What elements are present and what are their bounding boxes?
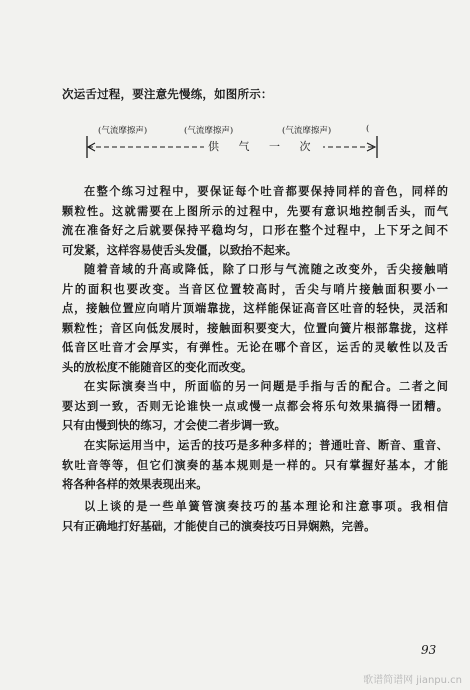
paragraph-3-line-3: 只有由慢到快的练习，才会使二者步调一致。 <box>62 418 286 432</box>
paragraph-3-line-1: 在实际演奏当中，所面临的另一问题是手指与舌的配合。二者之间 <box>84 379 448 393</box>
paragraph-1-line-1: 在整个练习过程中，要保证每个吐音都要保持同样的音色，同样的 <box>84 184 448 198</box>
paragraph-1-line-3: 流在准备好之后就要保持平稳均匀，口形在整个过程中，上下牙之间不 <box>62 223 448 237</box>
breath-diagram <box>84 124 384 164</box>
paragraph-2-line-1: 随着音域的升高或降低，除了口形与气流随之改变外，舌尖接触哨 <box>84 262 448 276</box>
site-watermark: 歌谱简谱网 jianpu.cn <box>363 675 462 686</box>
diagram-label-2: (气流摩擦声) <box>184 126 234 136</box>
intro-line: 次运舌过程，要注意先慢练，如图所示： <box>62 87 273 101</box>
paragraph-1 <box>62 182 448 260</box>
paragraph-2-line-4: 颗粒性；音区向低发展时，接触面积要变大，位置向簧片根部靠拢，这样 <box>62 320 448 335</box>
paragraph-4-line-1: 在实际运用当中，运舌的技巧是多种多样的；普通吐音、断音、重音、 <box>84 438 448 452</box>
paragraph-2-line-5: 低音区吐音才会厚实，有弹性。无论在哪个音区，运舌的灵敏性以及舌 <box>62 340 448 354</box>
paragraph-3-line-2: 要达到一致，否则无论谁快一点或慢一点都会将乐句效果搞得一团糟。 <box>62 398 448 413</box>
paragraph-2-line-2: 片的面积也要改变。当音区位置较高时，舌尖与哨片接触面积要小一 <box>62 281 448 296</box>
diagram-arrow-text: 供 气 一 次 <box>204 138 323 154</box>
paragraph-2-line-6: 头的放松度不能随音区的变化而改变。 <box>62 359 253 374</box>
paragraph-4-line-2: 软吐音等等，但它们演奏的基本规则是一样的。只有掌握好基本，才能 <box>62 457 448 472</box>
page-number: 93 <box>421 643 437 657</box>
diagram-label-4: ( <box>366 124 370 134</box>
paragraph-2 <box>62 260 448 377</box>
paragraph-1-line-2: 颗粒性。这就需要在上图所示的过程中，先要有意识地控制舌头，而气 <box>62 203 448 218</box>
diagram-label-3: (气流摩擦声) <box>282 126 332 136</box>
paragraph-4 <box>62 436 448 495</box>
paragraph-3 <box>62 377 448 436</box>
paragraph-2-line-3: 点，接触位置应向哨片顶端靠拢，这样能保证高音区吐音的轻快，灵活和 <box>62 301 448 315</box>
paragraph-5-line-1: 以上谈的是一些单簧管演奏技巧的基本理论和注意事项。我相信 <box>84 499 448 513</box>
paragraph-4-line-3: 将各种各样的效果表现出来。 <box>62 477 208 491</box>
paragraph-5 <box>62 497 448 536</box>
diagram-label-1: (气流摩擦声) <box>98 126 148 136</box>
paragraph-1-line-4: 可发紧，这样容易使舌头发僵，以致抬不起来。 <box>62 242 297 257</box>
paragraph-5-line-2: 只有正确地打好基础，才能使自己的演奏技巧日异娴熟，完善。 <box>62 518 376 533</box>
